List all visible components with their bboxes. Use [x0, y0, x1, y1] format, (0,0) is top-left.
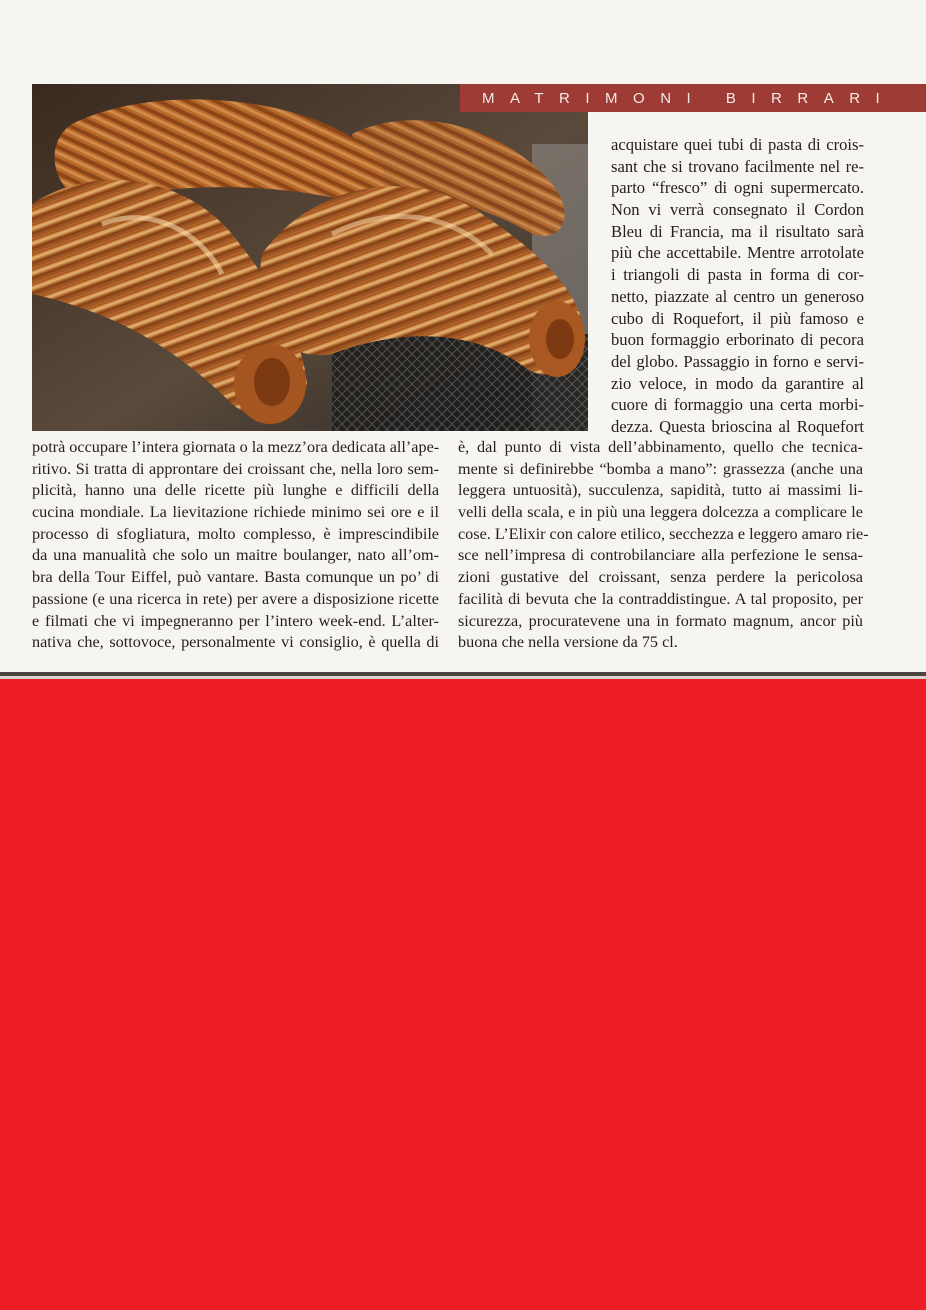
- article-column-right-top: [611, 134, 864, 438]
- article-column-left: [32, 437, 439, 654]
- text-line: acquistare quei tubi di pasta di crois-: [611, 135, 864, 154]
- text-line: nativa che, sottovoce, personalmente vi consiglio, è quella di: [32, 633, 439, 652]
- text-line: cuore di formaggio una certa morbi-: [611, 395, 864, 415]
- text-line-last: buona che nella versione da 75 cl.: [458, 633, 678, 652]
- text-line: processo di sfogliatura, molto complesso, è imprescindibile: [32, 524, 439, 543]
- text-line: zio veloce, in modo da garantire al: [611, 373, 864, 393]
- text-line: sant che si trovano facilmente nel re-: [611, 156, 864, 176]
- text-line: più che accettabile. Mentre arrotolate: [611, 243, 864, 263]
- article-column-right: [458, 437, 869, 654]
- text-line: velli della scala, e in più una leggera dolcezza a complicare le: [458, 503, 863, 522]
- text-line: zioni gustative del croissant, senza perdere la pericolosa: [458, 568, 863, 587]
- text-line: plicità, hanno una delle ricette più lunghe e difficili della: [32, 481, 439, 500]
- text-line: cose. L’Elixir con calore etilico, secchezza e leggero amaro rie-: [458, 524, 869, 543]
- text-line: e filmati che vi impegneranno per l’intero week-end. L’alter-: [32, 611, 439, 630]
- text-line: sicurezza, procuratevene una in formato magnum, ancor più: [458, 611, 863, 630]
- text-line: è, dal punto di vista dell’abbinamento, quello che tecnica-: [458, 438, 863, 456]
- text-line: da una manualità che solo un maitre boulanger, nato all’om-: [32, 546, 439, 565]
- text-line: dezza. Questa brioscina al Roquefort: [611, 416, 864, 436]
- section-title: MATRIMONI BIRRARI: [482, 89, 896, 107]
- text-line: facilità di bevuta che la contraddistingue. A tal proposito, per: [458, 589, 863, 608]
- text-line: ritivo. Si tratta di approntare dei croissant che, nella loro sem-: [32, 459, 439, 478]
- text-line: cucina mondiale. La lievitazione richiede minimo sei ore e il: [32, 503, 439, 522]
- text-line: parto “fresco” di ogni supermercato.: [611, 178, 864, 198]
- text-line: netto, piazzate al centro un generoso: [611, 286, 864, 306]
- text-line: i triangoli di pasta in forma di cor-: [611, 265, 864, 285]
- text-line: mente si definirebbe “bomba a mano”: grassezza (anche una: [458, 459, 863, 478]
- text-line: passione (e una ricerca in rete) per avere a disposizione ricette: [32, 589, 439, 608]
- text-line: leggera untuosità), succulenza, sapidità, tutto ai massimi li-: [458, 481, 863, 500]
- red-background-block: [0, 679, 926, 1310]
- text-line: Bleu di Francia, ma il risultato sarà: [611, 221, 864, 241]
- text-line: bra della Tour Eiffel, può vantare. Basta comunque un po’ di: [32, 568, 439, 587]
- text-line: potrà occupare l’intera giornata o la mezz’ora dedicata all’ape-: [32, 438, 440, 456]
- section-header: [460, 84, 926, 112]
- text-line: Non vi verrà consegnato il Cordon: [611, 200, 864, 220]
- text-line: del globo. Passaggio in forno e servi-: [611, 351, 864, 371]
- text-line: buon formaggio erborinato di pecora: [611, 330, 864, 350]
- text-line: cubo di Roquefort, il più famoso e: [611, 308, 864, 328]
- croissant-photo: [32, 84, 588, 431]
- text-line: sce nell’impresa di controbilanciare alla perfezione le sensa-: [458, 546, 863, 565]
